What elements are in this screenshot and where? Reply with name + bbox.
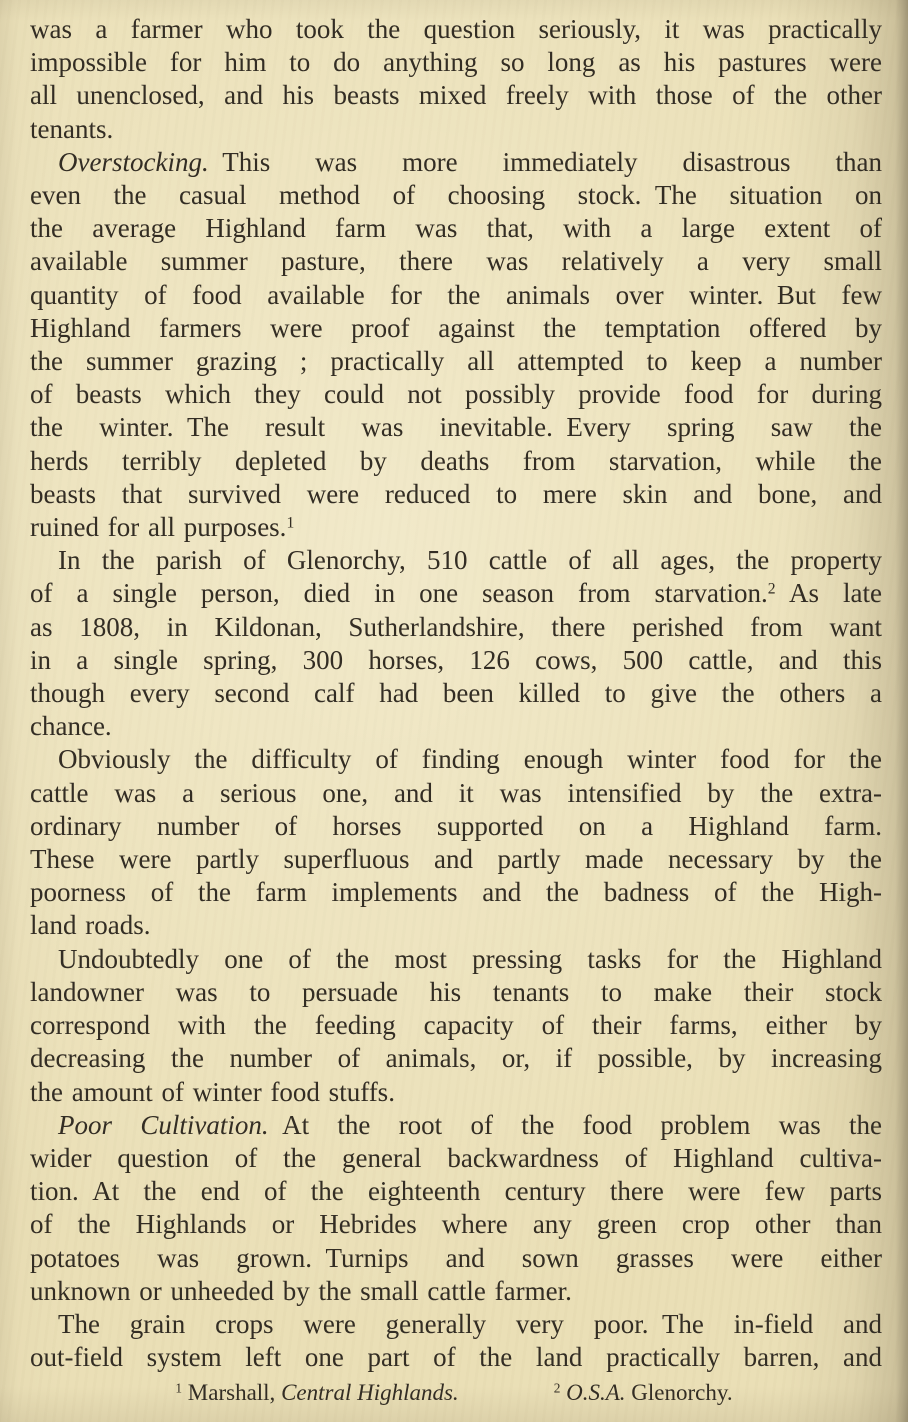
text-run: the winter. The result was inevitable. Every spring saw the bbox=[30, 412, 882, 443]
footnote-marker: 1 bbox=[286, 514, 295, 532]
text-run: the amount of winter food stuffs. bbox=[30, 1076, 395, 1107]
text-line bbox=[30, 710, 882, 743]
footnote-2 bbox=[554, 1379, 733, 1407]
text-line bbox=[30, 943, 882, 976]
text-run: Highland farmers were proof against the temptation offered by bbox=[30, 312, 882, 343]
text-line bbox=[30, 1175, 882, 1208]
text-run: In the parish of Glenorchy, 510 cattle of all ages, the property bbox=[58, 545, 882, 576]
text-run: tion. At the end of the eighteenth century there were few parts bbox=[30, 1176, 882, 1207]
text-line bbox=[30, 1341, 882, 1374]
text-line bbox=[30, 13, 882, 46]
text-line bbox=[30, 777, 882, 810]
text-line bbox=[30, 478, 882, 511]
footnotes bbox=[0, 1379, 908, 1407]
text-run: This was more immediately disastrous than bbox=[208, 146, 882, 177]
italic-text: O.S.A. bbox=[566, 1380, 626, 1405]
text-line bbox=[30, 345, 882, 378]
text-run: poorness of the farm implements and the badness of the High- bbox=[30, 877, 882, 908]
text-run: Obviously the difficulty of finding enough winter food for the bbox=[58, 744, 882, 775]
text-run: cattle was a serious one, and it was intensified by the extra- bbox=[30, 777, 882, 808]
italic-text: Poor Cultivation. bbox=[58, 1109, 269, 1140]
text-line bbox=[30, 1275, 882, 1308]
text-run: of a single person, died in one season from starvation. bbox=[30, 578, 768, 609]
text-run: Glenorchy. bbox=[625, 1380, 733, 1405]
text-line bbox=[30, 577, 882, 610]
text-line bbox=[30, 1142, 882, 1175]
text-line bbox=[30, 810, 882, 843]
text-run: of beasts which they could not possibly provide food for during bbox=[30, 379, 882, 410]
paragraph bbox=[30, 146, 882, 544]
text-run: the average Highland farm was that, with a large extent of bbox=[30, 213, 882, 244]
text-line bbox=[30, 1076, 882, 1109]
footnote-marker: 1 bbox=[175, 1380, 183, 1396]
text-line bbox=[30, 411, 882, 444]
text-line bbox=[30, 909, 882, 942]
text-run: potatoes was grown. Turnips and sown grasses were either bbox=[30, 1242, 882, 1273]
text-run: all unenclosed, and his beasts mixed freely with those of the other bbox=[30, 80, 882, 111]
text-run: was a farmer who took the question seriously, it was practically bbox=[30, 14, 882, 44]
text-run: quantity of food available for the animals over winter. But few bbox=[30, 279, 882, 310]
paragraph bbox=[30, 544, 882, 743]
text-run: as 1808, in Kildonan, Sutherlandshire, there perished from want bbox=[30, 611, 882, 642]
text-run: The grain crops were generally very poor. The in-field and bbox=[58, 1308, 882, 1339]
text-line bbox=[30, 378, 882, 411]
text-run: landowner was to persuade his tenants to make their stock bbox=[30, 976, 882, 1007]
text-run: in a single spring, 300 horses, 126 cows, 500 cattle, and this bbox=[30, 644, 882, 675]
paragraph bbox=[30, 1308, 882, 1374]
text-line bbox=[30, 1308, 882, 1341]
text-run: of the Highlands or Hebrides where any green crop other than bbox=[30, 1209, 882, 1240]
text-line bbox=[30, 179, 882, 212]
text-run: wider question of the general backwardness of Highland cultiva- bbox=[30, 1142, 882, 1173]
paragraph bbox=[30, 743, 882, 942]
text-line bbox=[30, 976, 882, 1009]
text-run: unknown or unheeded by the small cattle farmer. bbox=[30, 1275, 572, 1306]
text-line bbox=[30, 743, 882, 776]
text-run: Marshall, bbox=[182, 1380, 282, 1405]
text-line bbox=[30, 544, 882, 577]
text-line bbox=[30, 1009, 882, 1042]
text-line bbox=[30, 1208, 882, 1241]
paragraph bbox=[30, 943, 882, 1109]
text-run: herds terribly depleted by deaths from starvation, while the bbox=[30, 445, 882, 476]
text-run: land roads. bbox=[30, 910, 151, 941]
text-run: ruined for all purposes. bbox=[30, 512, 287, 543]
text-line bbox=[30, 876, 882, 909]
italic-text: Central Highlands. bbox=[281, 1380, 459, 1405]
text-line bbox=[30, 1042, 882, 1075]
text-run: impossible for him to do anything so long as his pastures were bbox=[30, 47, 882, 78]
italic-text: Overstocking. bbox=[58, 146, 209, 177]
text-run: available summer pasture, there was relatively a very small bbox=[30, 246, 882, 277]
text-line bbox=[30, 312, 882, 345]
text-line bbox=[30, 1109, 882, 1142]
text-line bbox=[30, 611, 882, 644]
paragraph bbox=[30, 13, 882, 146]
text-run: tenants. bbox=[30, 113, 114, 144]
footnote-1 bbox=[175, 1379, 458, 1407]
text-line bbox=[30, 644, 882, 677]
text-line bbox=[30, 245, 882, 278]
text-run: Undoubtedly one of the most pressing tasks for the Highland bbox=[58, 943, 882, 974]
text-run: though every second calf had been killed to give the others a bbox=[30, 678, 882, 709]
text-run: even the casual method of choosing stock. The situation on bbox=[30, 180, 882, 211]
text-line bbox=[30, 511, 882, 544]
text-line bbox=[30, 677, 882, 710]
text-run: correspond with the feeding capacity of their farms, either by bbox=[30, 1010, 882, 1041]
text-run: out-field system left one part of the land practically barren, and bbox=[30, 1342, 882, 1373]
text-run: At the root of the food problem was the bbox=[268, 1109, 883, 1140]
text-line bbox=[30, 843, 882, 876]
text-line bbox=[30, 212, 882, 245]
text-run: ordinary number of horses supported on a Highland farm. bbox=[30, 810, 882, 841]
paragraph bbox=[30, 1109, 882, 1308]
text-run: These were partly superfluous and partly made necessary by the bbox=[30, 844, 882, 875]
text-line bbox=[30, 146, 882, 179]
text-run: the summer grazing ; practically all attempted to keep a number bbox=[30, 346, 882, 377]
text-run: beasts that survived were reduced to mere skin and bone, and bbox=[30, 478, 882, 509]
text-line bbox=[30, 445, 882, 478]
footnote-marker: 2 bbox=[767, 580, 776, 598]
text-line bbox=[30, 79, 882, 112]
text-run: decreasing the number of animals, or, if possible, by increasing bbox=[30, 1043, 882, 1074]
text-line bbox=[30, 1242, 882, 1275]
text-line bbox=[30, 113, 882, 146]
text-line bbox=[30, 279, 882, 312]
text-block bbox=[30, 13, 882, 1374]
text-line bbox=[30, 46, 882, 79]
text-run: chance. bbox=[30, 711, 112, 742]
text-run: As late bbox=[775, 578, 883, 609]
footnote-marker: 2 bbox=[553, 1380, 561, 1396]
